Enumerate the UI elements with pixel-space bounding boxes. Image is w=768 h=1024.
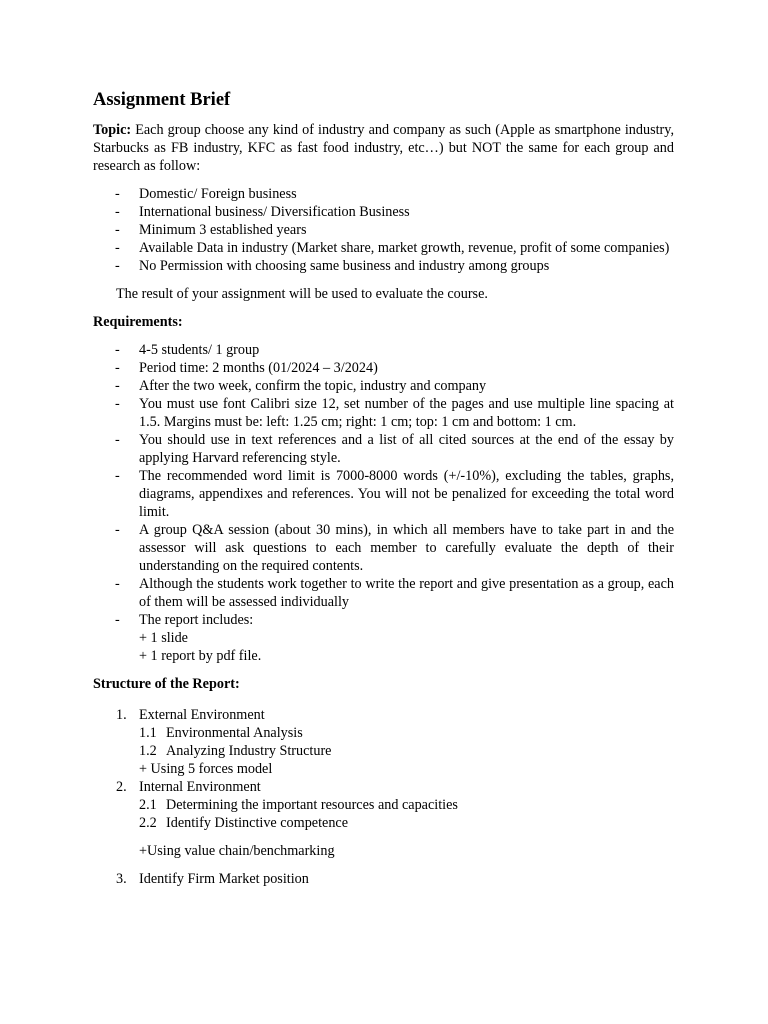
topic-text: Each group choose any kind of industry and company as such (Apple as smartphone industry, Starbucks as FB industry, KFC as fast food industry, etc…) but NOT the same for each group and research as follow: (93, 122, 674, 174)
subitem: 1.1 Environmental Analysis (139, 725, 303, 741)
subitem-note: + Using 5 forces model (139, 761, 273, 777)
structure-item-internal (93, 778, 674, 860)
item-title: Internal Environment (139, 779, 261, 795)
dash-marker: - (115, 204, 120, 220)
list-item: - International business/ Diversification Business (115, 204, 410, 220)
requirements-heading: Requirements: (93, 314, 183, 330)
list-item: - No Permission with choosing same business and industry among groups (115, 258, 550, 274)
list-item: - Period time: 2 months (01/2024 – 3/2024) (115, 360, 378, 376)
item-number: 2. (116, 779, 127, 795)
list-item: - Available Data in industry (Market share, market growth, revenue, profit of some companies) (115, 240, 670, 256)
list-item: - You should use in text references and a list of all cited sources at the end of the essay by applying Harvard referencing style. (115, 432, 674, 466)
structure-list (93, 706, 674, 888)
item-number: 3. (116, 871, 127, 887)
list-item: - Although the students work together to write the report and give presentation as a group, each of them will be assessed individually (115, 576, 674, 610)
dash-marker: - (115, 396, 120, 412)
subitem: 1.2 Analyzing Industry Structure (139, 743, 332, 759)
dash-marker: - (115, 378, 120, 394)
dash-marker: - (115, 576, 120, 592)
result-paragraph: The result of your assignment will be used to evaluate the course. (116, 286, 488, 302)
dash-marker: - (115, 258, 120, 274)
topic-paragraph (93, 121, 674, 175)
dash-marker: - (115, 360, 120, 376)
report-include-slide: + 1 slide (139, 630, 188, 646)
list-item: - A group Q&A session (about 30 mins), in which all members have to take part in and the assessor will ask questions to each member to carefully evaluate the depth of their understanding on the required contents. (115, 522, 674, 574)
subitem: 2.1 Determining the important resources and capacities (139, 797, 458, 813)
list-item: - The recommended word limit is 7000-8000 words (+/-10%), excluding the tables, graphs, diagrams, appendixes and references. You will not be penalized for exceeding the total word limit. (115, 468, 674, 520)
subitem: 2.2 Identify Distinctive competence (139, 815, 349, 831)
list-item: - Minimum 3 established years (115, 222, 307, 238)
item-number: 1. (116, 707, 127, 723)
dash-marker: - (115, 342, 120, 358)
requirements-list (93, 341, 674, 665)
dash-marker: - (115, 612, 120, 628)
dash-marker: - (115, 222, 120, 238)
topic-list (93, 185, 674, 275)
dash-marker: - (115, 432, 120, 448)
list-item: - After the two week, confirm the topic, industry and company (115, 378, 487, 394)
dash-marker: - (115, 240, 120, 256)
dash-marker: - (115, 468, 120, 484)
item-title: External Environment (139, 707, 265, 723)
list-item: - You must use font Calibri size 12, set number of the pages and use multiple line spacing at 1.5. Margins must be: left: 1.25 cm; right: 1 cm; top: 1 cm and bottom: 1 cm. (115, 396, 674, 430)
list-item: - 4-5 students/ 1 group (115, 342, 260, 358)
structure-item-market-position (93, 870, 674, 888)
report-include-pdf: + 1 report by pdf file. (139, 648, 262, 664)
list-item: - The report includes: + 1 slide + 1 report by pdf file. (93, 611, 674, 665)
list-item: - Domestic/ Foreign business (115, 186, 297, 202)
structure-item-external (93, 706, 674, 778)
page-title: Assignment Brief (93, 90, 231, 110)
subitem-note: +Using value chain/benchmarking (139, 843, 335, 859)
document-content (93, 88, 674, 888)
structure-heading: Structure of the Report: (93, 676, 240, 692)
topic-label: Topic: (93, 122, 132, 138)
dash-marker: - (115, 186, 120, 202)
item-title: Identify Firm Market position (139, 871, 309, 887)
dash-marker: - (115, 522, 120, 538)
